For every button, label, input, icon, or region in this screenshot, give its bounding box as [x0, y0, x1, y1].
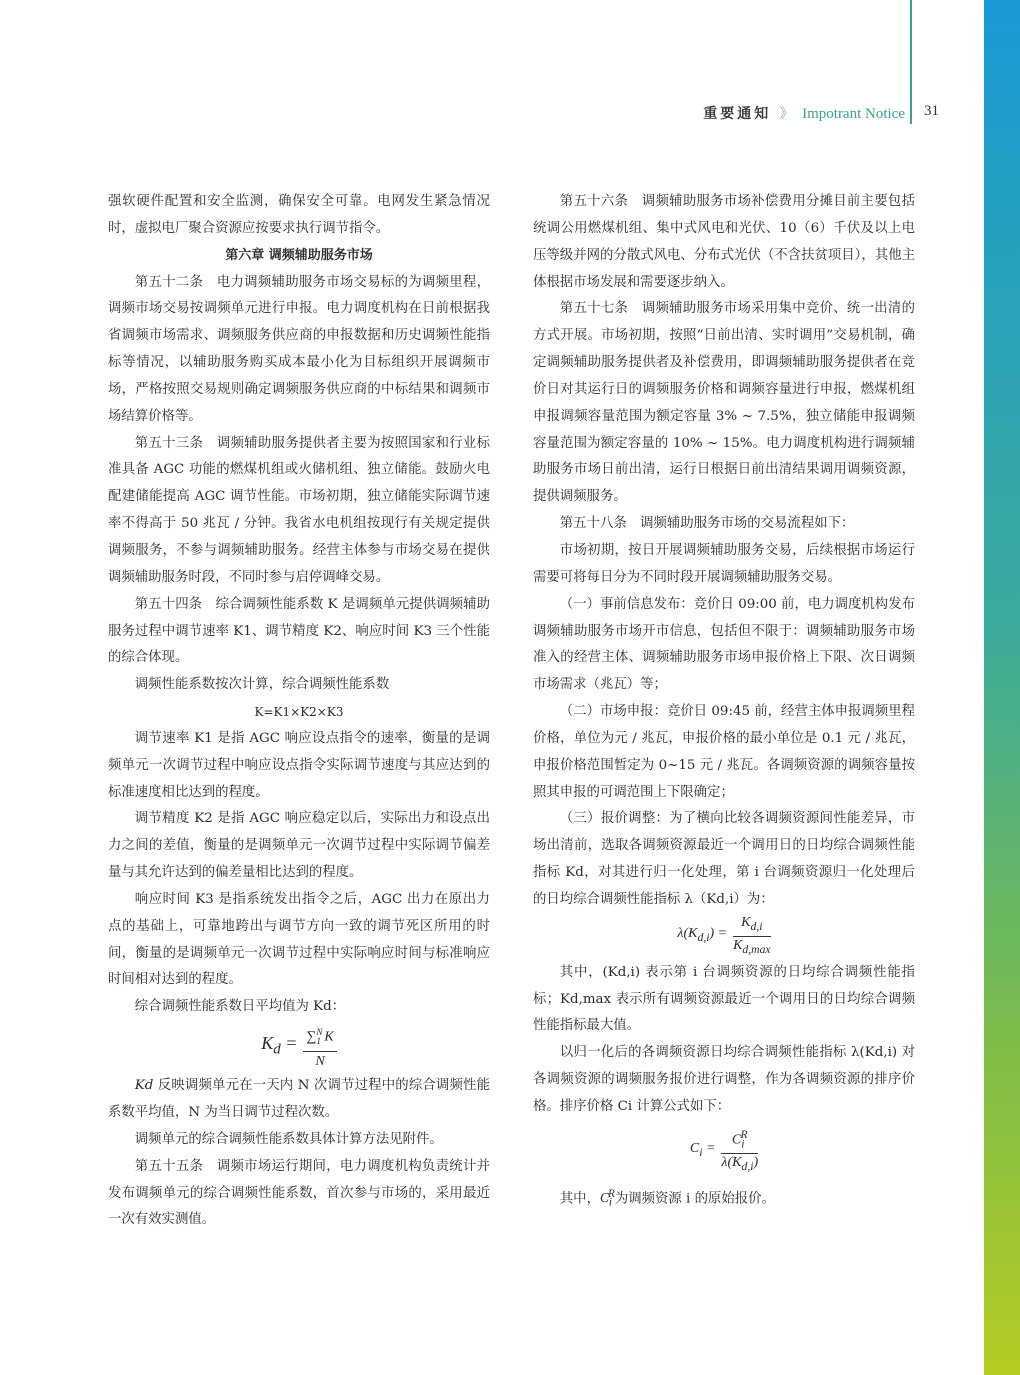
paragraph: （三）报价调整：为了横向比较各调频资源间性能差异，市场出清前，选取各调频资源最近一个调用日的日均综合调频性能指标 Kd，对其进行归一化处理，第 i 台调频资源归一化处理后的日均综合调频性能指标 λ（Kd,i）为：	[533, 811, 915, 907]
section-title-cn: 重要通知	[703, 106, 772, 122]
chapter-title: 第六章 调频辅助服务市场	[225, 247, 373, 263]
right-column	[533, 189, 915, 1217]
paragraph: 第五十七条 调频辅助服务市场采用集中竞价、统一出清的方式开展。市场初期，按照“日前出清、实时调用”交易机制，确定调频辅助服务提供者及补偿费用，即调频辅助服务提供者在竞价日对其运行日的调频服务价格和调频容量进行申报，燃煤机组申报调频容量范围为额定容量 3% ~ 7.5%，独立储能申报调频容量范围为额定容量的 10% ~ 15%。电力调度机构进行调频辅助服务市场日前出清，运行日根据日前出清结果调用调频资源，提供调频服务。	[533, 301, 915, 505]
section-title-en: Impotrant Notice	[802, 106, 905, 122]
paragraph: 调频单元的综合调频性能系数具体计算方法见附件。	[134, 1131, 443, 1147]
paragraph: 调节速率 K1 是指 AGC 响应设点指令的速率，衡量的是调频单元一次调节过程中响应设点指令实际调节速度与其应达到的标准速度相比达到的程度。	[108, 730, 490, 800]
paragraph: 第五十三条 调频辅助服务提供者主要为按照国家和行业标准具备 AGC 功能的燃煤机组或火储机组、独立储能。鼓励火电配建储能提高 AGC 调节性能。市场初期，独立储能实际调节速率不得高于 50 兆瓦 / 分钟。我省水电机组按现行有关规定提供调频服务，不参与调频辅助服务。经营主体参与市场交易在提供调频辅助服务时段，不同时参与启停调峰交易。	[108, 435, 490, 585]
equation-lambda: $\lambda(K_{d,i})$ = $\frac{K_{d,i}}{K_{d,max}}$	[677, 915, 771, 957]
paragraph: （一）事前信息发布：竞价日 09:00 前，电力调度机构发布调频辅助服务市场开市信息，包括但不限于：调频辅助服务市场准入的经营主体、调频辅助服务市场申报价格上下限、次日调频市场需求（兆瓦）等；	[533, 596, 915, 693]
paragraph: 第五十八条 调频辅助服务市场的交易流程如下：	[559, 516, 855, 532]
running-header	[560, 103, 905, 123]
paragraph: 其中，$C_i^R$为调频资源 i 的原始报价。	[559, 1187, 775, 1209]
paragraph: 强软硬件配置和安全监测，确保安全可靠。电网发生紧急情况时，虚拟电厂聚合资源应按要求执行调节指令。	[108, 194, 490, 236]
paragraph: 市场初期，按日开展调频辅助服务交易，后续根据市场运行需要可将每日分为不同时段开展调频辅助服务交易。	[533, 542, 915, 585]
paragraph: （二）市场申报：竞价日 09:45 前，经营主体申报调频里程价格，单位为元 / 兆瓦，申报价格的最小单位是 0.1 元 / 兆瓦，申报价格范围暂定为 0~15 元 / 兆瓦。各调频资源的调频容量按照其申报的可调范围上下限确定；	[533, 704, 915, 800]
paragraph: 调节精度 K2 是指 AGC 响应稳定以后，实际出力和设点出力之间的差值，衡量的是调频单元一次调节过程中实际调节偏差量与其允许达到的偏差量相比达到的程度。	[108, 811, 490, 881]
paragraph: 调频性能系数按次计算，综合调频性能系数	[134, 677, 390, 693]
decorative-gradient-bar	[984, 0, 1020, 1375]
paragraph: 第五十四条 综合调频性能系数 K 是调频单元提供调频辅助服务过程中调节速率 K1、调节精度 K2、响应时间 K3 三个性能的综合体现。	[108, 596, 490, 666]
paragraph: 第五十六条 调频辅助服务市场补偿费用分摊目前主要包括统调公用燃煤机组、集中式风电和光伏、10（6）千伏及以上电压等级并网的分散式风电、分布式光伏（不含扶贫项目），其他主体根据市场发展和需要逐步纳入。	[533, 194, 915, 290]
paragraph: Kd 反映调频单元在一天内 N 次调节过程中的综合调频性能系数平均值，N 为当日调节过程次数。	[108, 1078, 490, 1120]
paragraph: 综合调频性能系数日平均值为 Kd：	[134, 999, 346, 1015]
paragraph: 响应时间 K3 是指系统发出指令之后，AGC 出力在原出力点的基础上，可靠地跨出与调节方向一致的调节死区所用的时间，衡量的是调频单元一次调节过程中实际响应时间与标准响应时间相对达到的程度。	[108, 891, 490, 988]
formula-k: K=K1×K2×K3	[254, 705, 344, 720]
equation-ci: $C_i$ = $\frac{C_i^R}{\lambda(K_{d,i})}$	[689, 1127, 759, 1173]
paragraph: 第五十五条 调频市场运行期间，电力调度机构负责统计并发布调频单元的综合调频性能系数，首次参与市场的，采用最近一次有效实测值。	[108, 1158, 490, 1228]
header-divider	[910, 0, 912, 124]
left-column	[108, 189, 490, 1234]
paragraph: 第五十二条 电力调频辅助服务市场交易标的为调频里程，调频市场交易按调频单元进行申报。电力调度机构在日前根据我省调频市场需求、调频服务供应商的申报数据和历史调频性能指标等情况，以辅助服务购买成本最小化为目标组织开展调频市场，严格按照交易规则确定调频服务供应商的中标结果和调频市场结算价格等。	[108, 274, 490, 424]
chevron-right-icon: 》	[779, 106, 794, 122]
equation-kd: $K_d$ = $\frac{\sum^N_1 K}{N}$	[108, 1021, 490, 1073]
paragraph: 以归一化后的各调频资源日均综合调频性能指标 λ(Kd,i) 对各调频资源的调频服务报价进行调整，作为各调频资源的排序价格。排序价格 Ci 计算公式如下：	[533, 1045, 915, 1114]
page-number: 31	[924, 103, 939, 119]
paragraph: 其中，(Kd,i) 表示第 i 台调频资源的日均综合调频性能指标；Kd,max 表示所有调频资源最近一个调用日的日均综合调频性能指标最大值。	[533, 964, 915, 1034]
